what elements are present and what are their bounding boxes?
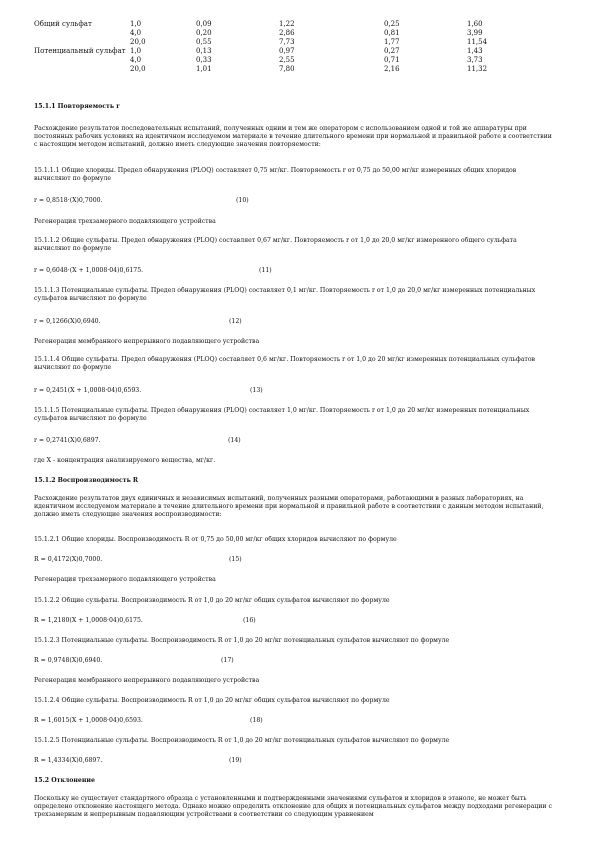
formula-13: r = 0,2451(X + 1,0008·04)0,6593. bbox=[34, 387, 142, 394]
table-cell: Потенциальный сульфат bbox=[34, 47, 126, 55]
formula-number: (19) bbox=[229, 757, 242, 764]
paragraph-bias: Поскольку не существует стандартного образца с установленными и подтвержденными значениями сульфатов и хлоридов в этаноле, не может быть определено отклонение настоящего метода. Однако можно определить отклонение для общих и потенциальных сульфатов между подходами регенерации с трехзамерным и непрерывным подавляющим устройствами в соответствии со следующим уравнением bbox=[34, 795, 552, 818]
formula-number: (16) bbox=[243, 617, 256, 624]
definition-note: где X - концентрация анализируемого вещества, мг/кг. bbox=[34, 457, 216, 464]
section-heading-bias: 15.2 Отклонение bbox=[34, 777, 95, 784]
table-cell: 0,20 bbox=[196, 29, 212, 37]
table-row bbox=[34, 47, 554, 56]
table-cell: 1,77 bbox=[384, 38, 400, 46]
table-cell: 1,0 bbox=[130, 20, 142, 28]
table-cell: 0,71 bbox=[384, 56, 400, 64]
table-cell: 7,80 bbox=[279, 65, 295, 73]
paragraph-reproducibility-intro: Расхождение результатов двух единичных и независимых испытаний, полученных разными операторами, работающими в разных лабораториях, на идентичном исследуемом материале в течение длительного времени при нормальной и правильной работе в соответствии с данным методом испытаний, должно иметь следующие значения воспроизводимости: bbox=[34, 495, 544, 518]
precision-table bbox=[34, 20, 554, 74]
table-cell: 2,16 bbox=[384, 65, 400, 73]
section-heading-reproducibility: 15.1.2 Воспроизводимость R bbox=[34, 477, 139, 484]
subheading-regeneration: Регенерация мембранного непрерывного подавляющего устройства bbox=[34, 338, 260, 345]
table-cell: 1,22 bbox=[279, 20, 295, 28]
table-cell: 1,43 bbox=[467, 47, 483, 55]
formula-12: r = 0,1266(X)0,6940. bbox=[34, 318, 101, 325]
table-cell: 3,73 bbox=[467, 56, 483, 64]
formula-18: R = 1,6015(X + 1,0008·04)0,6593. bbox=[34, 717, 143, 724]
paragraph-repeatability-intro: Расхождение результатов последовательных испытаний, полученных одним и тем же оператором с использованием одной и той же аппаратуры при постоянных рабочих условиях на идентичном исследуемом материале в течение длительного времени при нормальной и правильной работе в соответствии с настоящим методом испытаний, должно иметь следующие значения повторяемости: bbox=[34, 125, 552, 148]
table-cell: 11,54 bbox=[467, 38, 488, 46]
table-cell: 0,09 bbox=[196, 20, 212, 28]
table-cell: 0,13 bbox=[196, 47, 212, 55]
formula-11: r = 0,6048·(X + 1,0008·04)0,6175. bbox=[34, 267, 144, 274]
table-row bbox=[34, 56, 554, 65]
table-cell: 1,0 bbox=[130, 47, 142, 55]
table-cell: 4,0 bbox=[130, 29, 142, 37]
table-cell: 0,81 bbox=[384, 29, 400, 37]
paragraph-15-1-1-4: 15.1.1.4 Общие сульфаты. Предел обнаружения (PLOQ) составляет 0,6 мг/кг. Повторяемость r от 1,0 до 20 мг/кг измеренных потенциальных сульфатов вычисляют по формуле bbox=[34, 356, 536, 371]
paragraph-15-1-2-1: 15.1.2.1 Общие хлориды. Воспроизводимость R от 0,75 до 50,00 мг/кг общих хлоридов вычисляют по формуле bbox=[34, 536, 397, 543]
paragraph-15-1-2-2: 15.1.2.2 Общие сульфаты. Воспроизводимость R от 1,0 до 20 мг/кг общих сульфатов вычисляют по формуле bbox=[34, 597, 390, 604]
table-row bbox=[34, 29, 554, 38]
table-cell: 7,73 bbox=[279, 38, 295, 46]
formula-number: (10) bbox=[236, 197, 249, 204]
formula-15: R = 0,4172(X)0,7000. bbox=[34, 556, 103, 563]
paragraph-15-1-1-5: 15.1.1.5 Потенциальные сульфаты. Предел обнаружения (PLOQ) составляет 1,0 мг/кг. Повторяемость r от 1,0 до 20 мг/кг измеренных потенциальных сульфатов вычисляют по формуле bbox=[34, 407, 530, 422]
table-cell: 4,0 bbox=[130, 56, 142, 64]
paragraph-15-1-1-3: 15.1.1.3 Потенциальные сульфаты. Предел обнаружения (PLOQ) составляет 0,1 мг/кг. Повторяемость r от 1,0 до 20,0 мг/кг измеренных потенциальных сульфатов вычисляют по формуле bbox=[34, 287, 536, 302]
table-cell: 2,55 bbox=[279, 56, 295, 64]
table-cell: 20,0 bbox=[130, 65, 146, 73]
formula-number: (13) bbox=[250, 387, 263, 394]
formula-14: r = 0,2741(X)0,6897. bbox=[34, 437, 101, 444]
formula-10: r = 0,8518·(X)0,7000. bbox=[34, 197, 103, 204]
table-cell: 1,60 bbox=[467, 20, 483, 28]
paragraph-15-1-1-1: 15.1.1.1 Общие хлориды. Предел обнаружения (PLOQ) составляет 0,75 мг/кг. Повторяемость r от 0,75 до 50,00 мг/кг измеренных общих хлоридов вычисляют по формуле bbox=[34, 167, 517, 182]
table-cell: 3,99 bbox=[467, 29, 483, 37]
formula-number: (17) bbox=[221, 657, 234, 664]
table-cell: 0,25 bbox=[384, 20, 400, 28]
paragraph-15-1-2-3: 15.1.2.3 Потенциальные сульфаты. Воспроизводимость R от 1,0 до 20 мг/кг потенциальных сульфатов вычисляют по формуле bbox=[34, 637, 450, 644]
formula-number: (11) bbox=[259, 267, 272, 274]
table-cell: 1,01 bbox=[196, 65, 212, 73]
paragraph-15-1-2-5: 15.1.2.5 Потенциальные сульфаты. Воспроизводимость R от 1,0 до 20 мг/кг потенциальных сульфатов вычисляют по формуле bbox=[34, 737, 450, 744]
table-row bbox=[34, 20, 554, 29]
formula-number: (14) bbox=[228, 437, 241, 444]
table-row bbox=[34, 38, 554, 47]
formula-number: (15) bbox=[229, 556, 242, 563]
table-cell: Общий сульфат bbox=[34, 20, 92, 28]
table-cell: 20,0 bbox=[130, 38, 146, 46]
formula-number: (18) bbox=[250, 717, 263, 724]
table-cell: 2,86 bbox=[279, 29, 295, 37]
formula-number: (12) bbox=[229, 318, 242, 325]
formula-17: R = 0,9748(X)0,6940. bbox=[34, 657, 103, 664]
table-cell: 0,55 bbox=[196, 38, 212, 46]
paragraph-15-1-2-4: 15.1.2.4 Общие сульфаты. Воспроизводимость R от 1,0 до 20 мг/кг общих сульфатов вычисляют по формуле bbox=[34, 697, 390, 704]
subheading-regeneration: Регенерация трехзамерного подавляющего устройства bbox=[34, 576, 216, 583]
table-cell: 0,33 bbox=[196, 56, 212, 64]
table-cell: 0,97 bbox=[279, 47, 295, 55]
subheading-regeneration: Регенерация мембранного непрерывного подавляющего устройства bbox=[34, 677, 260, 684]
section-heading-repeatability: 15.1.1 Повторяемость r bbox=[34, 103, 120, 110]
formula-16: R = 1,2180(X + 1,0008·04)0,6175. bbox=[34, 617, 143, 624]
paragraph-15-1-1-2: 15.1.1.2 Общие сульфаты. Предел обнаружения (PLOQ) составляет 0,67 мг/кг. Повторяемость r от 1,0 до 20,0 мг/кг измеренного общего сульфата вычисляют по формуле bbox=[34, 237, 517, 252]
table-cell: 11,32 bbox=[467, 65, 488, 73]
table-cell: 0,27 bbox=[384, 47, 400, 55]
formula-19: R = 1,4334(X)0,6897. bbox=[34, 757, 103, 764]
table-row bbox=[34, 65, 554, 74]
subheading-regeneration: Регенерация трехзамерного подавляющего устройства bbox=[34, 218, 216, 225]
